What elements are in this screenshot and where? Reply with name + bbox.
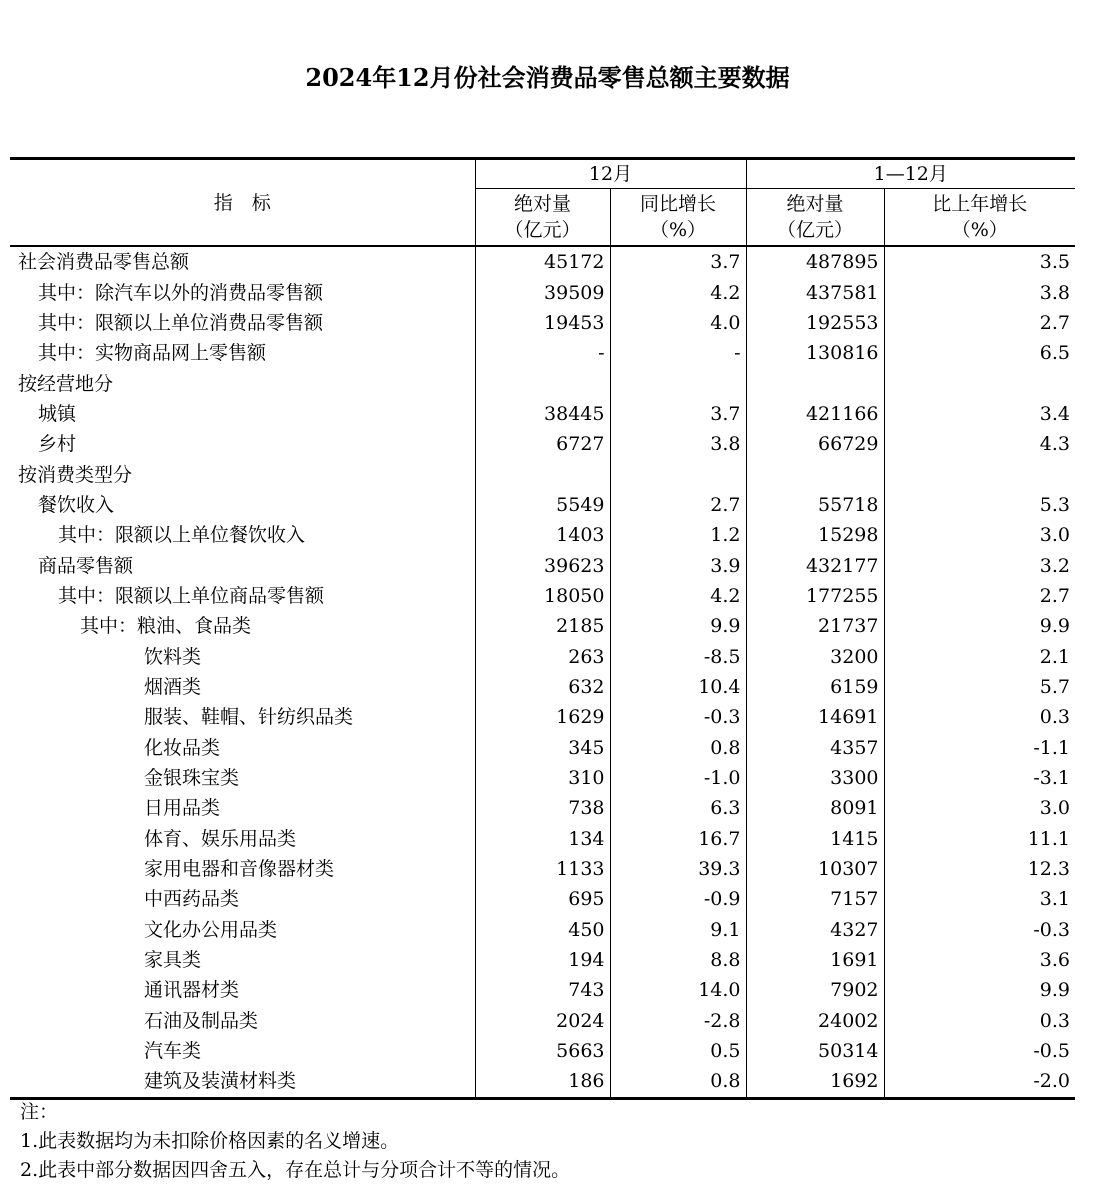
cell-value: 9.9 [610,611,746,641]
cell-value: -8.5 [610,641,746,671]
table-body [10,246,1075,1098]
cell-value: 66729 [746,429,884,459]
cell-value [610,368,746,398]
cell-value: 263 [475,641,610,671]
notes [20,1098,570,1185]
row-label: 饮料类 [144,645,202,668]
table-row [10,277,1075,307]
row-label: 建筑及装潢材料类 [10,1066,475,1098]
cell-value: 3.4 [884,399,1075,429]
row-label: 体育、娱乐用品类 [144,827,297,850]
cell-value: 50314 [746,1036,884,1066]
header-indicator: 指 标 [10,159,475,247]
row-label: 按经营地分 [18,372,114,395]
cell-value: 3.7 [610,246,746,277]
cell-value: 14691 [746,702,884,732]
cell-value: 15298 [746,520,884,550]
cell-value: 1692 [746,1066,884,1098]
cell-value [884,459,1075,489]
cell-value: 10.4 [610,672,746,702]
cell-value: 6.5 [884,338,1075,368]
row-label: 商品零售额 [38,554,134,577]
cell-value: 6.3 [610,793,746,823]
cell-value: -3.1 [884,763,1075,793]
cell-value: 3.7 [610,399,746,429]
row-label: 文化办公用品类 [144,918,278,941]
cell-value: 632 [475,672,610,702]
row-label: 汽车类 [144,1040,202,1063]
table-row [10,399,1075,429]
cell-value: 5549 [475,490,610,520]
table-row [10,308,1075,338]
cell-value: 3.8 [610,429,746,459]
cell-value: 4.3 [884,429,1075,459]
table-row [10,368,1075,398]
row-label: 乡村 [38,433,77,456]
cell-value: 38445 [475,399,610,429]
cell-value: 1403 [475,520,610,550]
cell-value: 192553 [746,308,884,338]
table-row [10,459,1075,489]
cell-value: 39623 [475,550,610,580]
cell-value: 1.2 [610,520,746,550]
cell-value: 450 [475,915,610,945]
row-label: 化妆品类 [144,736,221,759]
cell-value: 12.3 [884,854,1075,884]
page-title: 2024年12月份社会消费品零售总额主要数据 [305,63,790,92]
cell-value: 4.2 [610,581,746,611]
table-row [10,581,1075,611]
table-row [10,975,1075,1005]
cell-value: 7157 [746,884,884,914]
row-label: 其中：除汽车以外的消费品零售额 [38,281,324,304]
cell-value: 421166 [746,399,884,429]
table-row [10,702,1075,732]
row-label: 石油及制品类 [144,1009,259,1032]
cell-value: - [610,338,746,368]
header-dec-yoy: 同比增长 （%） [610,189,746,247]
cell-value: 2185 [475,611,610,641]
cell-value: 8091 [746,793,884,823]
cell-value: 2024 [475,1006,610,1036]
row-label: 其中：限额以上单位商品零售额 [58,584,325,607]
cell-value: 487895 [746,246,884,277]
notes-heading: 注： [20,1101,59,1123]
header-ytd-absolute: 绝对量 （亿元） [746,189,884,247]
cell-value: 4357 [746,733,884,763]
table-row [10,429,1075,459]
cell-value: 18050 [475,581,610,611]
cell-value: 177255 [746,581,884,611]
cell-value: 3.0 [884,793,1075,823]
cell-value: 10307 [746,854,884,884]
cell-value: - [475,338,610,368]
cell-value: 3.0 [884,520,1075,550]
row-label: 其中：粮油、食品类 [80,615,252,638]
cell-value: 8.8 [610,945,746,975]
cell-value: 39.3 [610,854,746,884]
table-row [10,945,1075,975]
cell-value: 19453 [475,308,610,338]
row-label: 社会消费品零售总额 [18,251,190,274]
cell-value: 194 [475,945,610,975]
cell-value: 0.3 [884,702,1075,732]
table-row [10,490,1075,520]
cell-value: 2.1 [884,641,1075,671]
cell-value: -1.0 [610,763,746,793]
row-label: 中西药品类 [144,888,240,911]
table-row [10,672,1075,702]
table-row [10,611,1075,641]
cell-value: 432177 [746,550,884,580]
cell-value [884,368,1075,398]
cell-value [746,368,884,398]
table-row [10,338,1075,368]
table-row [10,550,1075,580]
table-row [10,763,1075,793]
header-group-ytd: 1—12月 [746,159,1075,189]
table-row [10,1066,1075,1098]
cell-value: -1.1 [884,733,1075,763]
cell-value [475,368,610,398]
cell-value: 6727 [475,429,610,459]
cell-value: 45172 [475,246,610,277]
table-row [10,824,1075,854]
cell-value: 437581 [746,277,884,307]
row-label: 城镇 [38,402,77,425]
cell-value: 9.9 [884,611,1075,641]
cell-value: 3.9 [610,550,746,580]
row-label: 家用电器和音像器材类 [144,858,335,881]
cell-value: 24002 [746,1006,884,1036]
table-row [10,793,1075,823]
cell-value: 55718 [746,490,884,520]
note-item: 2.此表中部分数据因四舍五入，存在总计与分项合计不等的情况。 [20,1159,571,1181]
header-group-december: 12月 [475,159,746,189]
cell-value: 0.8 [610,1066,746,1098]
cell-value: 3.5 [884,246,1075,277]
table-row [10,884,1075,914]
cell-value: 3.2 [884,550,1075,580]
cell-value: 1629 [475,702,610,732]
table-row [10,854,1075,884]
cell-value: 0.5 [610,1036,746,1066]
note-item: 1.此表数据均为未扣除价格因素的名义增速。 [20,1130,400,1152]
row-label: 通讯器材类 [144,979,240,1002]
cell-value: 3200 [746,641,884,671]
cell-value: -0.5 [884,1036,1075,1066]
cell-value: 5.3 [884,490,1075,520]
cell-value: 5.7 [884,672,1075,702]
header-dec-absolute: 绝对量 （亿元） [475,189,610,247]
cell-value: -2.8 [610,1006,746,1036]
table-row [10,520,1075,550]
row-label: 其中：限额以上单位消费品零售额 [38,311,324,334]
cell-value: 4327 [746,915,884,945]
row-label: 烟酒类 [144,675,202,698]
retail-sales-table [10,157,1075,1100]
cell-value: 0.8 [610,733,746,763]
cell-value: 3.1 [884,884,1075,914]
cell-value: 2.7 [884,581,1075,611]
cell-value: 186 [475,1066,610,1098]
row-label: 按消费类型分 [18,463,133,486]
cell-value: -0.3 [884,915,1075,945]
cell-value: 310 [475,763,610,793]
cell-value [610,459,746,489]
cell-value: 695 [475,884,610,914]
row-label: 其中：实物商品网上零售额 [38,342,267,365]
cell-value: 3.6 [884,945,1075,975]
cell-value: 743 [475,975,610,1005]
cell-value: 0.3 [884,1006,1075,1036]
cell-value [475,459,610,489]
cell-value: 2.7 [884,308,1075,338]
table-row [10,641,1075,671]
cell-value: 134 [475,824,610,854]
cell-value: 130816 [746,338,884,368]
table-row [10,1036,1075,1066]
cell-value: 1691 [746,945,884,975]
cell-value: 4.0 [610,308,746,338]
cell-value: 39509 [475,277,610,307]
row-label: 其中：限额以上单位餐饮收入 [58,524,306,547]
cell-value: 5663 [475,1036,610,1066]
table-row [10,733,1075,763]
header-row-group [10,159,1075,189]
cell-value: 7902 [746,975,884,1005]
cell-value: 1415 [746,824,884,854]
row-label: 金银珠宝类 [144,767,240,790]
cell-value: 1133 [475,854,610,884]
cell-value: 738 [475,793,610,823]
cell-value: 345 [475,733,610,763]
header-ytd-growth: 比上年增长 （%） [884,189,1075,247]
cell-value: 9.9 [884,975,1075,1005]
cell-value: -0.9 [610,884,746,914]
cell-value: -2.0 [884,1066,1075,1098]
cell-value: 11.1 [884,824,1075,854]
cell-value: 16.7 [610,824,746,854]
cell-value [746,459,884,489]
cell-value: 14.0 [610,975,746,1005]
table-row [10,246,1075,277]
cell-value: 9.1 [610,915,746,945]
row-label: 服装、鞋帽、针纺织品类 [144,706,354,729]
row-label: 日用品类 [144,797,221,820]
cell-value: 2.7 [610,490,746,520]
cell-value: -0.3 [610,702,746,732]
table-row [10,915,1075,945]
row-label: 家具类 [144,949,202,972]
cell-value: 3300 [746,763,884,793]
cell-value: 21737 [746,611,884,641]
table-row [10,1006,1075,1036]
cell-value: 4.2 [610,277,746,307]
row-label: 餐饮收入 [38,493,115,516]
cell-value: 3.8 [884,277,1075,307]
cell-value: 6159 [746,672,884,702]
